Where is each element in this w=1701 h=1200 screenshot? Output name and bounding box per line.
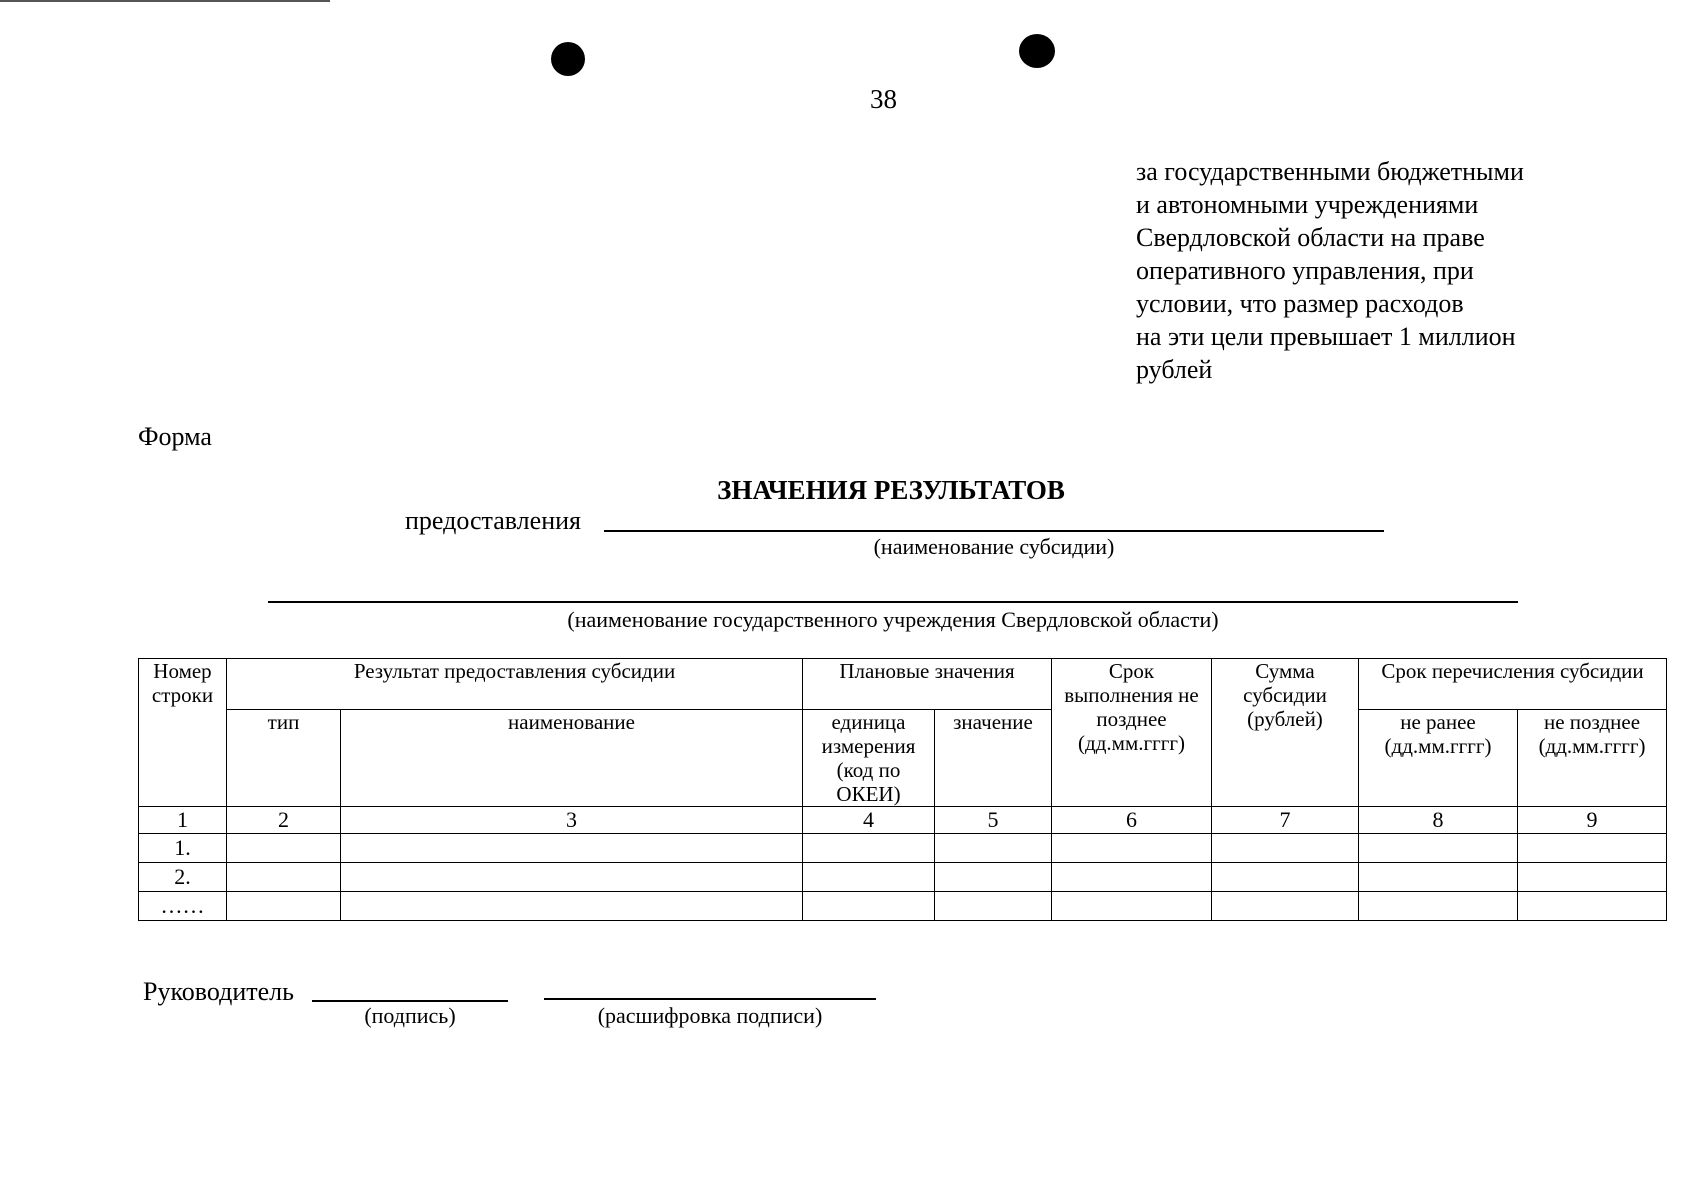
document-title: ЗНАЧЕНИЯ РЕЗУЛЬТАТОВ xyxy=(717,475,1065,505)
table-cell[interactable] xyxy=(803,892,935,921)
table-cell[interactable] xyxy=(1518,834,1667,863)
appendix-header-text: за государственными бюджетными и автономными учреждениями Свердловской области на праве оперативного управления, при условии, что размер расходов на эти цели превышает 1 миллион рублей xyxy=(1136,157,1524,384)
column-number: 6 xyxy=(1052,807,1212,834)
table-cell[interactable] xyxy=(803,863,935,892)
header-result: Результат предоставления субсидии xyxy=(227,659,803,710)
header-not-earlier: не ранее (дд.мм.гггг) xyxy=(1359,710,1518,807)
table-cell[interactable] xyxy=(227,834,341,863)
header-subsidy-amount: Сумма субсидии (рублей) xyxy=(1212,659,1359,807)
table-cell[interactable] xyxy=(1212,892,1359,921)
header-deadline: Срок выполнения не позднее (дд.мм.гггг) xyxy=(1052,659,1212,807)
column-number: 2 xyxy=(227,807,341,834)
signature-caption: (подпись) xyxy=(364,1003,456,1028)
table-row xyxy=(139,834,1667,863)
header-value: значение xyxy=(935,710,1052,807)
row-number: …… xyxy=(139,892,227,921)
punch-hole-right xyxy=(1019,34,1055,68)
subsidy-name-line xyxy=(604,530,1384,532)
institution-name-line xyxy=(268,601,1518,603)
header-transfer-period: Срок перечисления субсидии xyxy=(1359,659,1667,710)
table-cell[interactable] xyxy=(1212,834,1359,863)
table-cell[interactable] xyxy=(1052,892,1212,921)
header-name: наименование xyxy=(341,710,803,807)
table-cell[interactable] xyxy=(803,834,935,863)
scan-edge-line xyxy=(0,0,330,2)
table-cell[interactable] xyxy=(1052,834,1212,863)
table-cell[interactable] xyxy=(1359,834,1518,863)
header-unit: единица измерения (код по ОКЕИ) xyxy=(803,710,935,807)
header-not-later: не позднее (дд.мм.гггг) xyxy=(1518,710,1667,807)
header-type: тип xyxy=(227,710,341,807)
table-row xyxy=(139,892,1667,921)
institution-name-caption: (наименование государственного учреждения Свердловской области) xyxy=(567,607,1219,632)
punch-hole-left xyxy=(551,42,585,76)
table-cell[interactable] xyxy=(935,834,1052,863)
column-number: 1 xyxy=(139,807,227,834)
table-cell[interactable] xyxy=(1518,892,1667,921)
signature-line xyxy=(312,1000,508,1002)
table-cell[interactable] xyxy=(1052,863,1212,892)
results-table xyxy=(138,658,1667,921)
header-planned-values: Плановые значения xyxy=(803,659,1052,710)
column-number: 3 xyxy=(341,807,803,834)
table-row xyxy=(139,863,1667,892)
column-number: 8 xyxy=(1359,807,1518,834)
table-cell[interactable] xyxy=(1518,863,1667,892)
column-number: 7 xyxy=(1212,807,1359,834)
column-number: 4 xyxy=(803,807,935,834)
table-cell[interactable] xyxy=(341,863,803,892)
column-number: 9 xyxy=(1518,807,1667,834)
table-cell[interactable] xyxy=(341,892,803,921)
subtitle-prefix: предоставления xyxy=(405,506,581,535)
table-cell[interactable] xyxy=(1359,863,1518,892)
page-number: 38 xyxy=(870,84,897,114)
table-cell[interactable] xyxy=(227,892,341,921)
header-row-number: Номер строки xyxy=(139,659,227,807)
signature-label: Руководитель xyxy=(143,977,294,1006)
signature-decoding-line xyxy=(544,998,876,1000)
form-label: Форма xyxy=(138,422,212,451)
table-cell[interactable] xyxy=(935,863,1052,892)
row-number: 1. xyxy=(139,834,227,863)
table-cell[interactable] xyxy=(1359,892,1518,921)
column-number: 5 xyxy=(935,807,1052,834)
table-cell[interactable] xyxy=(1212,863,1359,892)
table-cell[interactable] xyxy=(227,863,341,892)
table-cell[interactable] xyxy=(935,892,1052,921)
signature-decoding-caption: (расшифровка подписи) xyxy=(597,1003,823,1028)
row-number: 2. xyxy=(139,863,227,892)
subsidy-name-caption: (наименование субсидии) xyxy=(873,534,1115,559)
table-cell[interactable] xyxy=(341,834,803,863)
column-number-row xyxy=(139,807,1667,834)
